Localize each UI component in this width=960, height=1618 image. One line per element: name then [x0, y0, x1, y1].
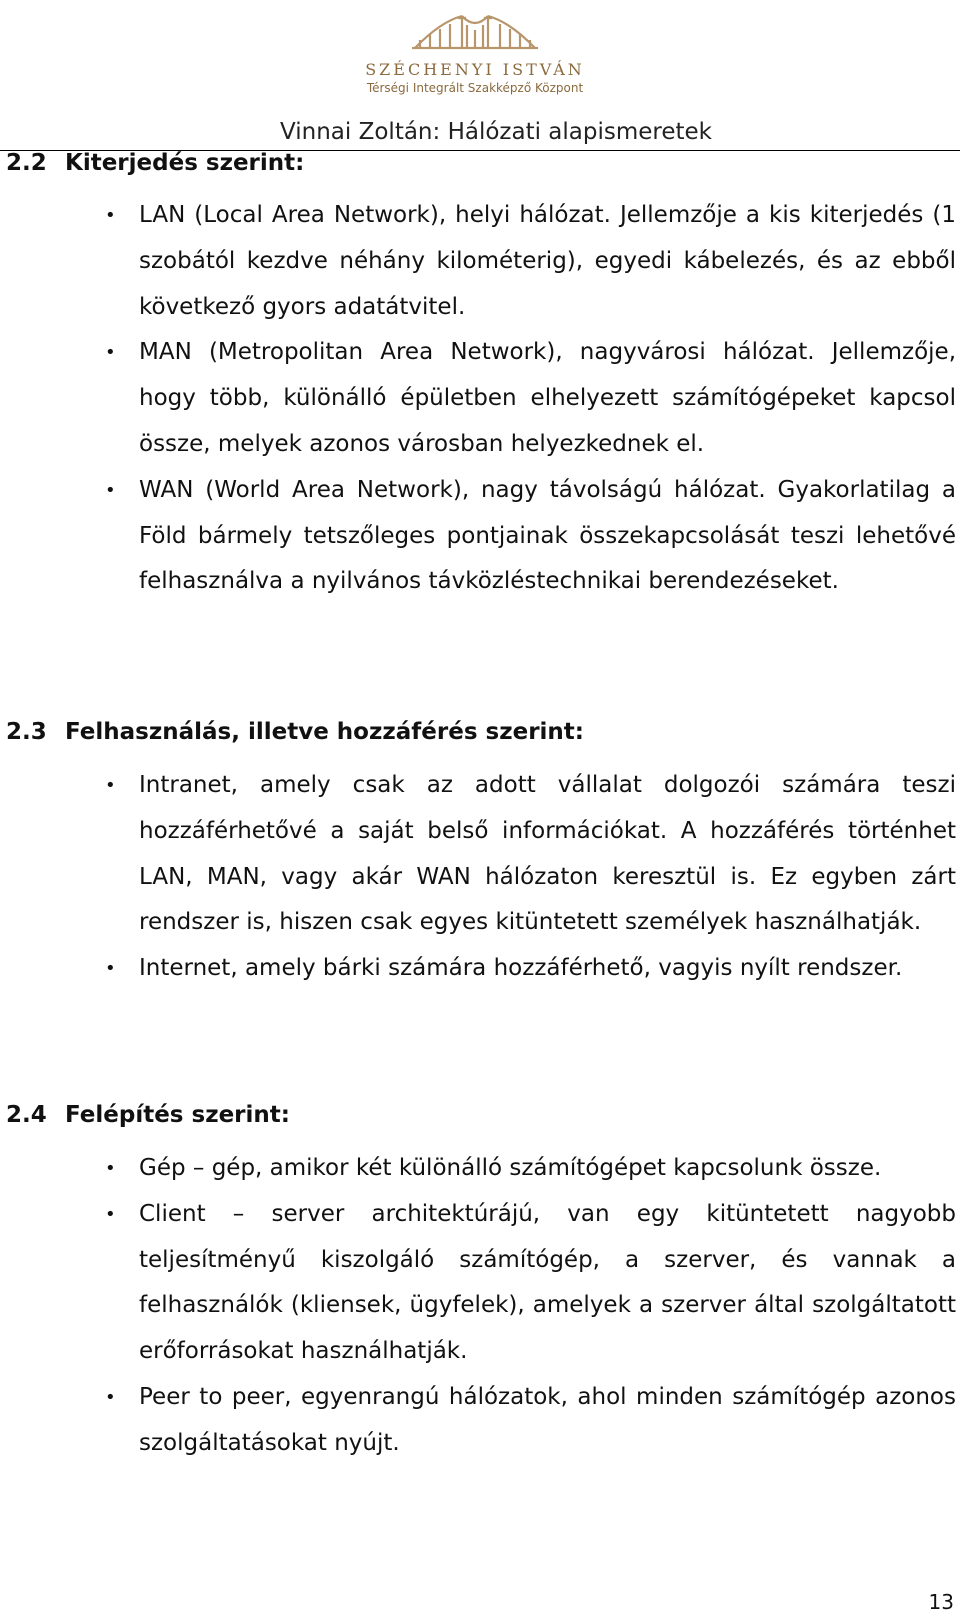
section-heading [6, 150, 304, 176]
logo-subtitle: Térségi Integrált Szakképző Központ [366, 81, 584, 95]
list-item-text: Intranet, amely csak az adott vállalat dolgozói számára teszi hozzáférhetővé a saját belső információkat. A hozzáférés történhet LAN, MAN, vagy akár WAN hálózaton keresztül is. Ez egyben zárt rendszer is, hiszen csak egyes kitüntetett személyek használhatják. [139, 772, 956, 936]
bullet-icon: • [105, 342, 116, 364]
list-item-text: WAN (World Area Network), nagy távolságú hálózat. Gyakorlatilag a Föld bármely tetszőleges pontjainak összekapcsolását teszi lehetővé felhasználva a nyilvános távközléstechnikai berendezéseket. [139, 476, 956, 595]
section-number: 2.2 [6, 150, 47, 176]
list-item [105, 1192, 956, 1375]
list-item [105, 330, 956, 467]
page-number: 13 [928, 1590, 954, 1614]
list-item [105, 1375, 956, 1467]
running-head: Vinnai Zoltán: Hálózati alapismeretek [280, 119, 712, 145]
section-title: Felépítés szerint: [65, 1102, 290, 1128]
list-item [105, 193, 956, 330]
section-number: 2.4 [6, 1102, 47, 1128]
bullet-icon: • [105, 1158, 116, 1179]
list-item-text: Gép – gép, amikor két különálló számítógépet kapcsolunk össze. [139, 1155, 882, 1181]
section-number: 2.3 [6, 719, 47, 745]
list-item-text: Peer to peer, egyenrangú hálózatok, ahol minden számítógép azonos szolgáltatásokat nyújt. [139, 1383, 956, 1456]
section-title: Kiterjedés szerint: [65, 150, 305, 176]
section-title: Felhasználás, illetve hozzáférés szerint: [65, 719, 584, 745]
logo-title: SZÉCHENYI ISTVÁN [365, 60, 585, 79]
list-item-text: Client – server architektúrájú, van egy kitüntetett nagyobb teljesítményű kiszolgáló számítógép, a szerver, és vannak a felhasználók (kliensek, ügyfelek), amelyek a szerver által szolgáltatott erőforrásokat használhatják. [139, 1200, 956, 1365]
list-item [105, 763, 956, 946]
list-item-text: LAN (Local Area Network), helyi hálózat. Jellemzője a kis kiterjedés (1 szobától kezdve néhány kilométerig), egyedi kábelezés, és az ebből következő gyors adatátvitel. [139, 202, 956, 320]
bullet-icon: • [105, 958, 116, 980]
bullet-list [0, 193, 956, 605]
bullet-list [0, 1146, 956, 1467]
bullet-icon: • [105, 1386, 116, 1408]
list-item [105, 468, 956, 605]
list-item-text: Internet, amely bárki számára hozzáférhető, vagyis nyílt rendszer. [139, 955, 903, 982]
list-item [105, 946, 956, 992]
bullet-icon: • [105, 1203, 116, 1225]
bullet-list [0, 763, 956, 992]
section-heading [6, 719, 584, 745]
list-item-text: MAN (Metropolitan Area Network), nagyvárosi hálózat. Jellemzője, hogy több, különálló épületben elhelyezett számítógépeket kapcsol össze, melyek azonos városban helyezkednek el. [139, 339, 956, 457]
bullet-icon: • [105, 479, 116, 501]
institution-logo [350, 8, 600, 108]
bullet-icon: • [105, 775, 116, 796]
list-item [105, 1146, 956, 1192]
bridge-logo-icon [410, 8, 540, 58]
bullet-icon: • [105, 205, 116, 226]
section-heading [6, 1102, 290, 1128]
